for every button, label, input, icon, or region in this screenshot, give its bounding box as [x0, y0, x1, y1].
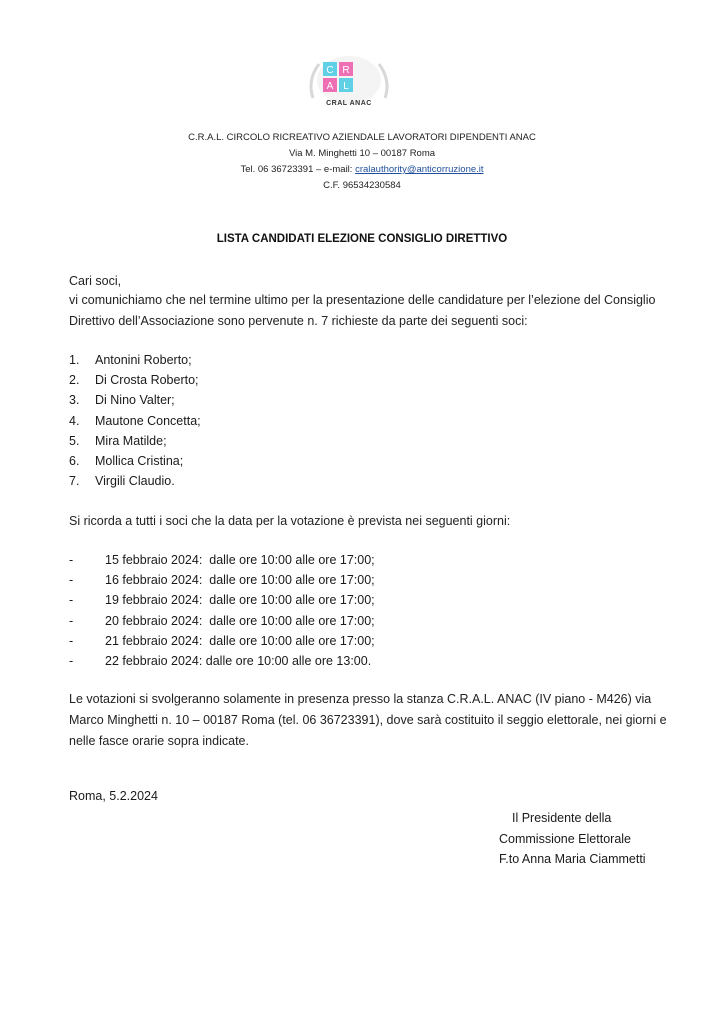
- logo-letter-a: A: [326, 81, 334, 92]
- voting-date: 21 febbraio 2024: dalle ore 10:00 alle ore 17:00;: [105, 633, 375, 648]
- list-item: [69, 471, 201, 491]
- voting-date: 19 febbraio 2024: dalle ore 10:00 alle ore 17:00;: [105, 593, 375, 608]
- cral-logo: [303, 54, 395, 118]
- list-item: [69, 631, 375, 651]
- phone-label: Tel. 06 36723391 – e-mail:: [240, 164, 356, 175]
- association-name: C.R.A.L. CIRCOLO RICREATIVO AZIENDALE LAVORATORI DIPENDENTI ANAC: [188, 132, 536, 143]
- candidate-name: Di Crosta Roberto;: [95, 373, 199, 388]
- list-number: 7.: [69, 474, 80, 489]
- intro-paragraph: vi comunichiamo che nel termine ultimo per la presentazione delle candidature per l’elezione del Consiglio Direttivo dell’Associazione sono pervenute n. 7 richieste da parte dei seguenti soci:: [69, 293, 656, 328]
- list-number: 6.: [69, 454, 80, 469]
- place-and-date: Roma, 5.2.2024: [69, 789, 158, 803]
- list-number: 5.: [69, 433, 80, 448]
- signature-name: F.to Anna Maria Ciammetti: [499, 852, 646, 866]
- logo-caption: CRAL ANAC: [326, 100, 372, 107]
- candidate-name: Antonini Roberto;: [95, 353, 192, 367]
- signature-block: [499, 808, 646, 870]
- association-contacts: [0, 162, 724, 178]
- candidate-list: [69, 350, 201, 491]
- list-item: [69, 431, 201, 451]
- candidate-name: Mira Matilde;: [95, 433, 167, 448]
- signature-committee: Commissione Elettorale: [499, 831, 631, 846]
- list-item: [69, 390, 201, 410]
- list-item: [69, 590, 375, 610]
- tax-code: C.F. 96534230584: [323, 180, 401, 191]
- list-item: [69, 411, 201, 431]
- list-number: 2.: [69, 373, 80, 388]
- list-dash: -: [69, 654, 74, 669]
- voting-date: 20 febbraio 2024: dalle ore 10:00 alle ore 17:00;: [105, 613, 375, 628]
- logo-letter-l: L: [343, 81, 349, 92]
- candidate-name: Virgili Claudio.: [95, 474, 175, 489]
- association-address: Via M. Minghetti 10 – 00187 Roma: [288, 148, 436, 159]
- list-item: [69, 611, 375, 631]
- list-dash: -: [69, 573, 74, 588]
- logo-letter-c: C: [326, 65, 334, 76]
- candidate-name: Mautone Concetta;: [95, 413, 201, 428]
- list-dash: -: [69, 593, 74, 608]
- list-dash: -: [69, 553, 74, 567]
- closing-paragraph: Le votazioni si svolgeranno solamente in presenza presso la stanza C.R.A.L. ANAC (IV piano - M426) via Marco Minghetti n. 10 – 00187 Roma (tel. 06 36723391), dove sarà costituito il seggio elettorale, nei giorni e nelle fasce orarie sopra indicate.: [69, 692, 667, 748]
- list-item: [69, 570, 375, 590]
- candidate-name: Di Nino Valter;: [95, 393, 175, 408]
- list-item: [69, 370, 201, 390]
- document-title: LISTA CANDIDATI ELEZIONE CONSIGLIO DIRETTIVO: [216, 233, 508, 245]
- list-number: 4.: [69, 413, 80, 428]
- list-number: 1.: [69, 353, 80, 367]
- signature-title: Il Presidente della: [512, 811, 612, 825]
- greeting: Cari soci,: [69, 274, 122, 288]
- list-dash: -: [69, 613, 74, 628]
- email-link[interactable]: cralauthority@anticorruzione.it: [355, 164, 484, 175]
- cral-emblem-icon: [303, 54, 395, 118]
- list-item: [69, 550, 375, 570]
- list-dash: -: [69, 633, 74, 648]
- voting-date: 22 febbraio 2024: dalle ore 10:00 alle ore 13:00.: [105, 654, 372, 669]
- logo-letter-r: R: [342, 65, 350, 76]
- list-item: [69, 451, 201, 471]
- list-number: 3.: [69, 393, 80, 408]
- list-item: [69, 350, 201, 370]
- list-item: [69, 651, 375, 671]
- voting-dates-list: [69, 550, 375, 671]
- voting-date: 15 febbraio 2024: dalle ore 10:00 alle ore 17:00;: [105, 553, 375, 567]
- voting-date: 16 febbraio 2024: dalle ore 10:00 alle ore 17:00;: [105, 573, 375, 588]
- voting-reminder: Si ricorda a tutti i soci che la data per la votazione è prevista nei seguenti giorni:: [69, 514, 511, 528]
- candidate-name: Mollica Cristina;: [95, 454, 184, 469]
- letterhead: [0, 130, 724, 194]
